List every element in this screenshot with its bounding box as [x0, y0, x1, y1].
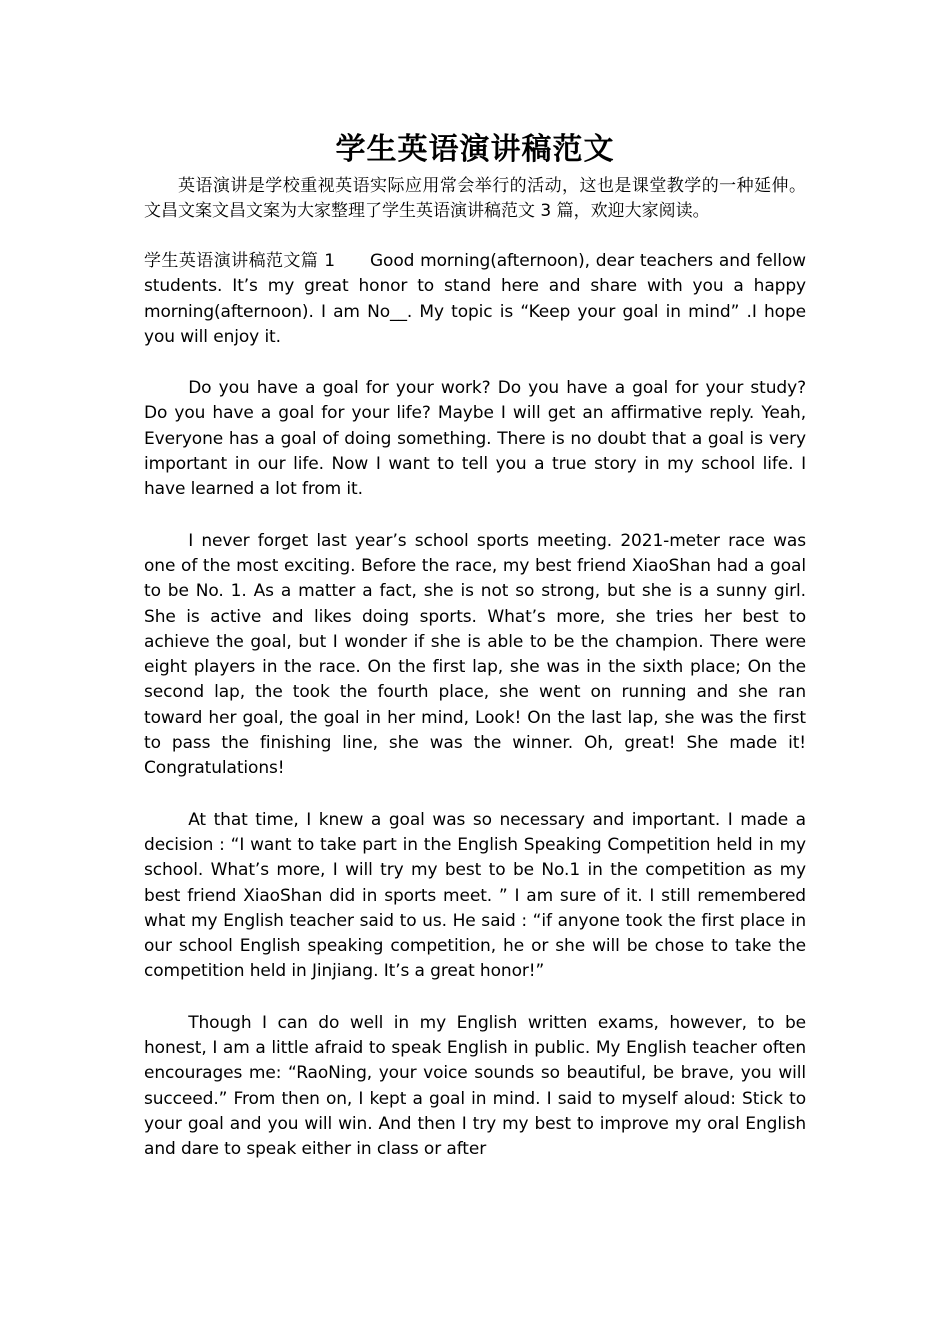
- paragraph-gap: [144, 782, 806, 808]
- paragraph-2: Do you have a goal for your work? Do you have a goal for your study? Do you have a goal for your life? Maybe I will get an affirmative reply. Yeah, Everyone has a goal of doing something. There is no doubt that a goal is very important in our life. Now I want to tell you a true story in my school life. I have learned a lot from it.: [144, 378, 806, 500]
- paragraph-gap: [144, 985, 806, 1011]
- section-heading: 学生英语演讲稿范文篇 1: [144, 251, 335, 271]
- paragraph-5: Though I can do well in my English written exams, however, to be honest, I am a little afraid to speak English in public. My English teacher often encourages me: “RaoNing, your voice sounds so beautiful, be brave, you will succeed.” From then on, I kept a goal in mind. I said to myself aloud: Stick to your goal and you will win. And then I try my best to improve my oral English and dare to speak either in class or after: [144, 1012, 806, 1160]
- paragraph-1: [144, 249, 806, 350]
- paragraph-gap: [144, 224, 806, 249]
- document-title: 学生英语演讲稿范文: [335, 132, 615, 167]
- spacer: [335, 251, 370, 271]
- paragraph-gap: [144, 350, 806, 376]
- paragraph-gap: [144, 503, 806, 529]
- intro-paragraph: 英语演讲是学校重视英语实际应用常会举行的活动，这也是课堂教学的一种延伸。文昌文案文昌文案为大家整理了学生英语演讲稿范文 3 篇，欢迎大家阅读。: [144, 176, 806, 221]
- paragraph-1-text: Good morning(afternoon), dear teachers and fellow students. It’s my great honor to stand here and share with you a happy morning(afternoon). I am No__. My topic is “Keep your goal in mind” .I hope you will enjoy it.: [144, 251, 806, 347]
- paragraph-3: I never forget last year’s school sports meeting. 2021-meter race was one of the most exciting. Before the race, my best friend XiaoShan had a goal to be No. 1. As a matter a fact, she is not so strong, but she is a sunny girl. She is active and likes doing sports. What’s more, she tries her best to achieve the goal, but I wonder if she is able to be the champion. There were eight players in the race. On the first lap, she was in the sixth place; On the second lap, the took the fourth place, she went on running and she ran toward her goal, the goal in her mind, Look! On the last lap, she was the first to pass the finishing line, she was the winner. Oh, great! She made it! Congratulations!: [144, 530, 806, 779]
- paragraph-4: At that time, I knew a goal was so necessary and important. I made a decision : “I want to take part in the English Speaking Competition held in my school. What’s more, I will try my best to be No.1 in the competition as my best friend XiaoShan did in sports meet. ” I am sure of it. I still remembered what my English teacher said to us. He said : “if anyone took the first place in our school English speaking competition, he or she will be chose to take the competition held in Jinjiang. It’s a great honor!”: [144, 809, 806, 982]
